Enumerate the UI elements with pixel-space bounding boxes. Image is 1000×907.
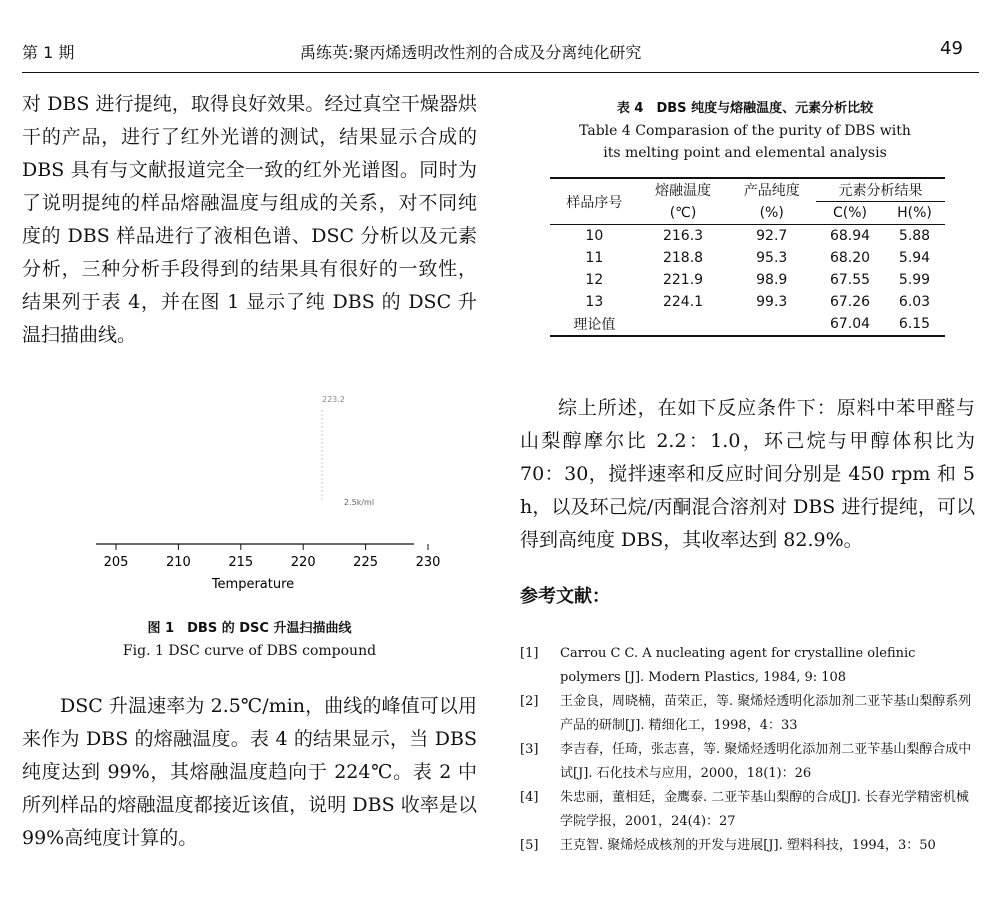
col-header-melt: 熔融温度 (655, 183, 712, 200)
reference-text: 朱忠丽，董相廷，金鹰泰. 二亚苄基山梨醇的合成[J]. 长春光学精密机械学院学报，2001，24(4)：27 (560, 790, 969, 829)
x-tick-label: 220 (290, 555, 316, 570)
reference-number: [5] (520, 838, 539, 853)
peak-label: 223.2 (322, 395, 345, 404)
table-row (550, 269, 945, 291)
cell-id: 11 (585, 250, 604, 266)
table-caption-en-1: Table 4 Comparasion of the purity of DBS with (579, 123, 911, 139)
cell-purity (727, 313, 816, 336)
cell-id: 理论值 (550, 313, 639, 336)
col-header-elemental: 元素分析结果 (816, 178, 945, 202)
paragraph-text: DSC 升温速率为 2.5℃/min，曲线的峰值可以用来作为 DBS 的熔融温度。表 4 的结果显示，当 DBS 纯度达到 99%，其熔融温度趋向于 224℃。表 2 中所列样品的熔融温度都接近该值，说明 DBS 收率是以 99%高纯度计算的。 (22, 695, 477, 849)
cell-melt: 218.8 (662, 250, 704, 266)
cell-purity: 99.3 (756, 294, 788, 310)
figure-caption-cn: 图 1 DBS 的 DSC 升温扫描曲线 (147, 621, 352, 636)
table-row (550, 247, 945, 269)
table-row (550, 225, 945, 248)
cell-melt: 224.1 (662, 294, 704, 310)
reference-item (520, 738, 978, 786)
x-tick-label: 210 (165, 555, 191, 570)
table-4-caption (520, 98, 970, 164)
cell-melt (639, 313, 728, 336)
cell-h: 5.99 (898, 272, 931, 288)
cell-c: 68.20 (829, 250, 871, 266)
cell-h: 6.15 (884, 313, 945, 336)
reference-number: [3] (520, 742, 539, 757)
figure-1 (22, 380, 477, 600)
table-4 (550, 177, 945, 337)
cell-melt: 216.3 (662, 228, 704, 244)
reference-number: [4] (520, 790, 539, 805)
table-caption-en-2: its melting point and elemental analysis (603, 145, 887, 161)
reference-item (520, 690, 978, 738)
reference-item (520, 642, 978, 690)
table-row (550, 291, 945, 313)
x-tick-label: 230 (415, 555, 441, 570)
reference-number: [2] (520, 694, 539, 709)
reference-text: 李吉春，任琦，张志喜，等. 聚烯烃透明化添加剂二亚苄基山梨醇合成中试[J]. 石化技术与应用，2000，18(1)：26 (560, 742, 972, 781)
cell-purity: 92.7 (756, 228, 788, 244)
paragraph-text: 对 DBS 进行提纯，取得良好效果。经过真空干燥器烘干的产品，进行了红外光谱的测试，结果显示合成的 DBS 具有与文献报道完全一致的红外光谱图。同时为了说明提纯的样品熔融温度与组成的关系，对不同纯度的 DBS 样品进行了液相色谱、DSC 分析以及元素分析，三种分析手段得到的结果具有很好的一致性，结果列于表 4，并在图 1 显示了纯 DBS 的 DSC 升温扫描曲线。 (22, 93, 477, 346)
table-caption-cn: 表 4 DBS 纯度与熔融温度、元素分析比较 (616, 101, 874, 116)
page-number: 49 (940, 38, 963, 59)
x-tick-label: 215 (228, 555, 254, 570)
col-header-purity: 产品纯度 (743, 183, 800, 200)
cell-melt: 221.9 (662, 272, 704, 288)
x-tick-label: 225 (353, 555, 379, 570)
col-header-melt-unit: (℃) (639, 202, 728, 225)
left-paragraph-2 (22, 690, 477, 855)
col-header-h: H(%) (884, 202, 945, 225)
cell-h: 6.03 (898, 294, 931, 310)
running-title: 禹练英:聚丙烯透明改性剂的合成及分离纯化研究 (300, 43, 642, 62)
figure-1-caption (22, 618, 477, 662)
header-rule (22, 72, 979, 73)
cell-c: 68.94 (829, 228, 871, 244)
col-header-c: C(%) (816, 202, 884, 225)
figure-caption-en: Fig. 1 DSC curve of DBS compound (122, 643, 377, 659)
cell-id: 13 (585, 294, 604, 310)
cell-c: 67.26 (829, 294, 871, 310)
dsc-curve-plot (22, 380, 477, 600)
journal-issue: 第 1 期 (22, 43, 75, 62)
reference-text: 王金良，周晓楠，苗荣正，等. 聚烯烃透明化添加剂二亚苄基山梨醇系列产品的研制[J]. 精细化工，1998，4：33 (560, 694, 972, 733)
left-paragraph-1 (22, 88, 477, 352)
x-axis-label: Temperature (211, 577, 295, 592)
table-4-grid (550, 177, 945, 337)
cell-purity: 98.9 (756, 272, 788, 288)
cell-c: 67.04 (816, 313, 884, 336)
right-paragraph (520, 392, 975, 557)
reference-text: Carrou C C. A nucleating agent for crystalline olefinic polymers [J]. Modern Plastics, 1984, 9: 108 (560, 646, 916, 685)
rate-label: 2.5k/ml (344, 498, 375, 507)
reference-number: [1] (520, 646, 539, 661)
reference-item (520, 786, 978, 834)
cell-h: 5.88 (898, 228, 931, 244)
x-tick-label: 205 (103, 555, 129, 570)
references-list (520, 642, 978, 858)
table-row (550, 313, 945, 336)
cell-purity: 95.3 (756, 250, 788, 266)
col-header-purity-unit: (%) (727, 202, 816, 225)
cell-h: 5.94 (898, 250, 931, 266)
reference-text: 王克智. 聚烯烃成核剂的开发与进展[J]. 塑料科技，1994，3：50 (560, 838, 936, 853)
cell-c: 67.55 (829, 272, 871, 288)
references-heading: 参考文献： (520, 586, 610, 607)
paragraph-text: 综上所述，在如下反应条件下：原料中苯甲醛与山梨醇摩尔比 2.2：1.0，环己烷与甲醇体积比为 70：30，搅拌速率和反应时间分别是 450 rpm 和 5 h，以及环己烷/丙酮混合溶剂对 DBS 进行提纯，可以得到高纯度 DBS，其收率达到 82.9%。 (520, 397, 975, 551)
reference-item (520, 834, 978, 858)
cell-id: 10 (585, 228, 604, 244)
cell-id: 12 (585, 272, 604, 288)
col-header-sample: 样品序号 (550, 178, 639, 225)
